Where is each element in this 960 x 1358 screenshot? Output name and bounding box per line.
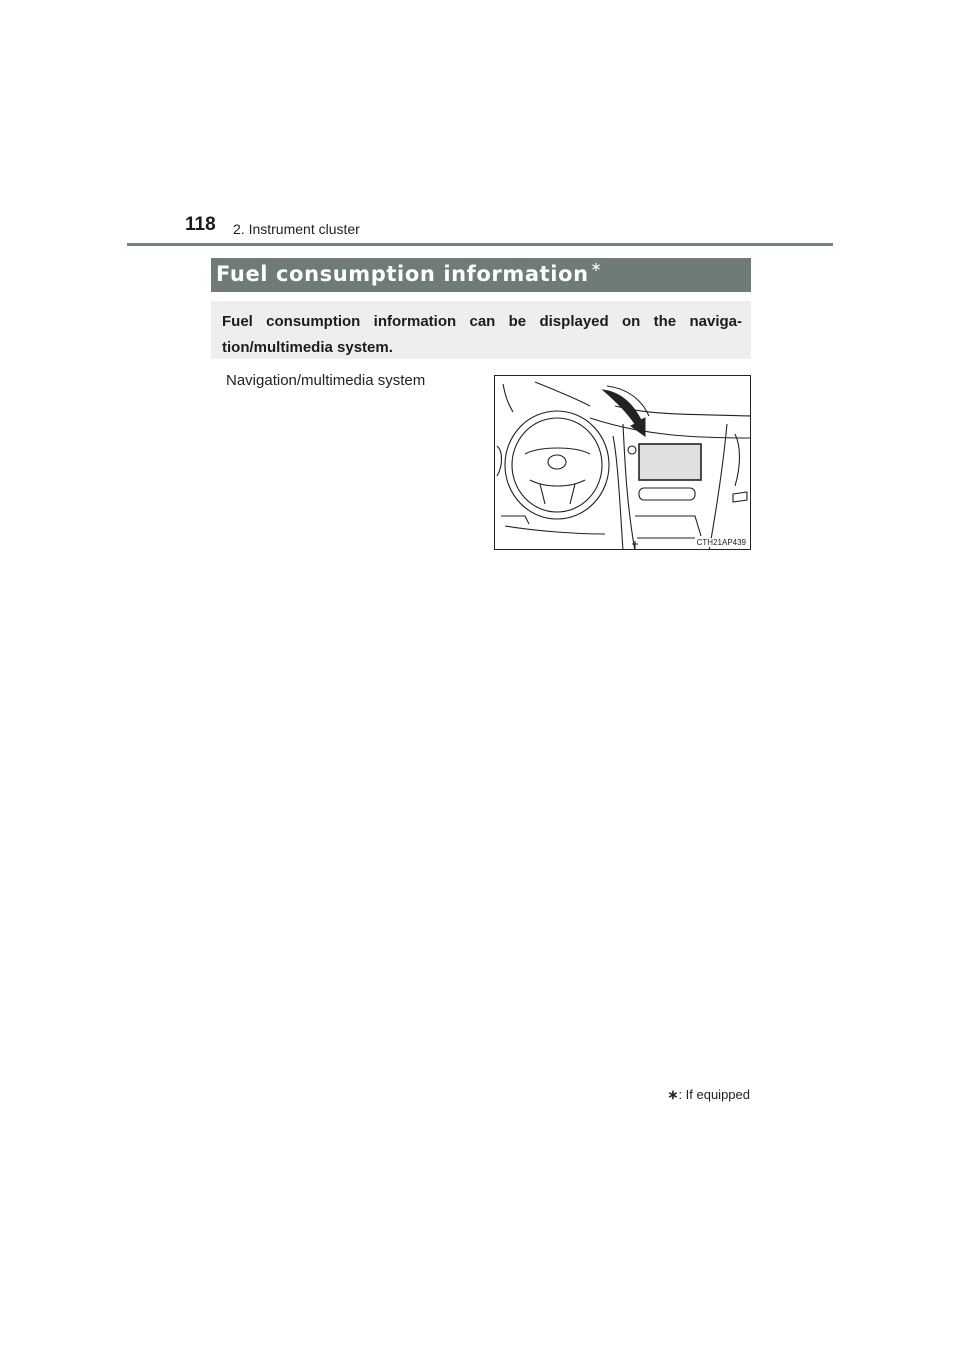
multimedia-display <box>639 444 701 480</box>
equipped-marker: ∗ <box>590 260 603 275</box>
footnote-text: : If equipped <box>678 1087 750 1102</box>
section-heading-bar <box>211 258 751 292</box>
section-title-text: Fuel consumption information <box>216 262 589 286</box>
figure-caption: Navigation/multimedia system <box>226 372 426 389</box>
dashboard-drawing <box>495 376 751 550</box>
dashboard-illustration <box>494 375 751 550</box>
footnote-marker: ∗ <box>667 1087 679 1102</box>
page-number: 118 <box>185 214 216 235</box>
header-rule <box>127 243 833 246</box>
chapter-title: 2. Instrument cluster <box>233 221 360 237</box>
pointer-arrow-icon <box>603 390 645 436</box>
section-title <box>216 262 602 286</box>
footnote <box>668 1087 750 1103</box>
figure-id: CTH21AP439 <box>696 538 746 547</box>
intro-box <box>211 301 751 359</box>
intro-text: Fuel consumption information can be displayed on the naviga-tion/multimedia system. <box>222 313 742 356</box>
